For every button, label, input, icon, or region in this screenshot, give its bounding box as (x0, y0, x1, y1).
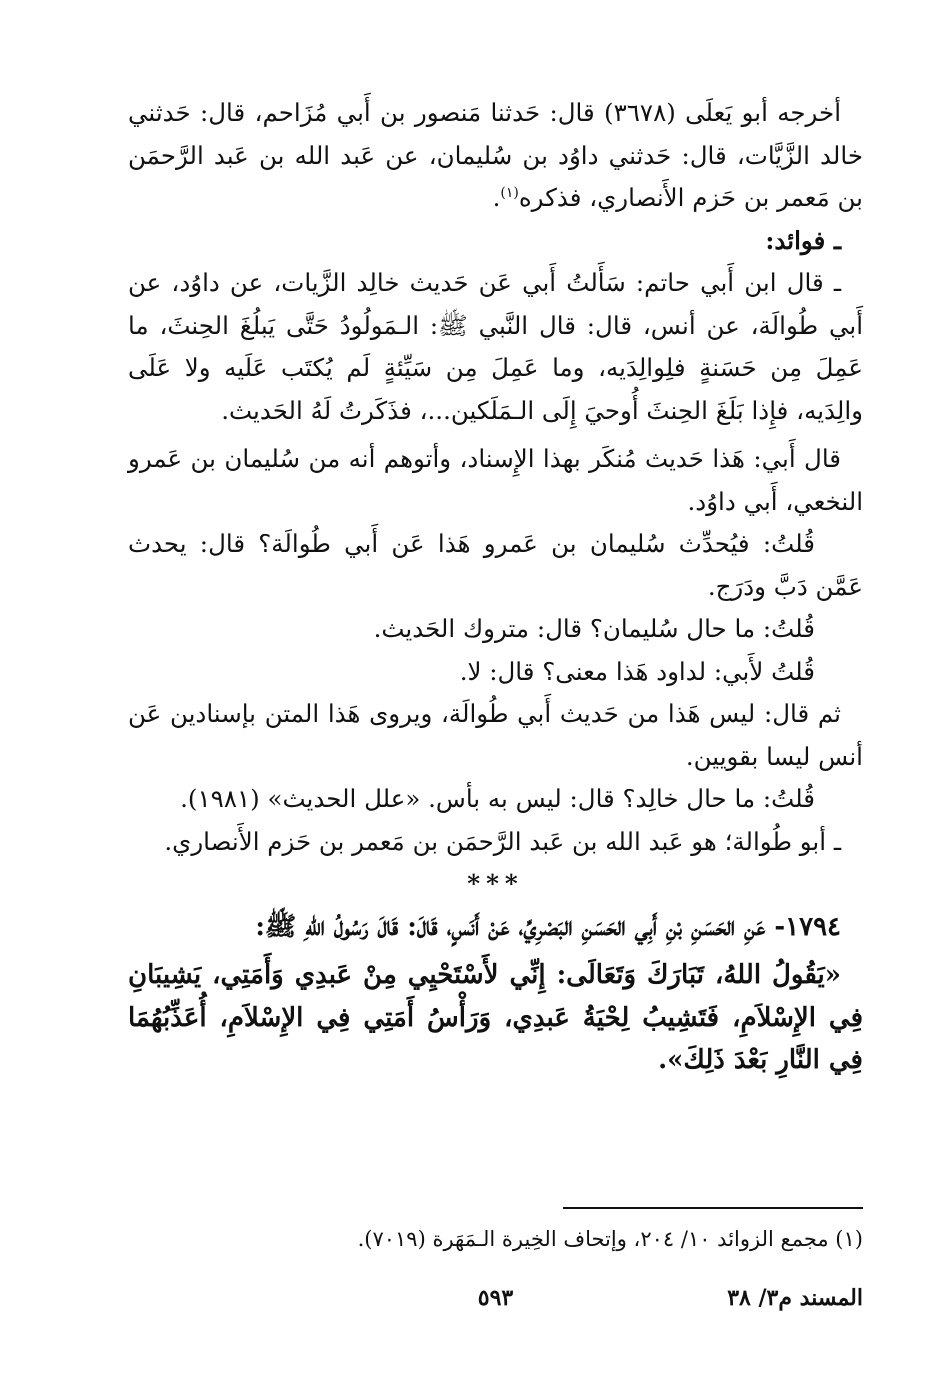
paragraph-abu-tuwala: ـ أبو طُوالة؛ هو عَبد الله بن عَبد الرَّحمَن بن مَعمر بن حَزم الأَنصاري. (164, 826, 841, 856)
takhrij-end: . (492, 183, 501, 212)
section-heading-fawaid: ـ فوائد: (765, 225, 841, 255)
main-text (128, 92, 863, 1082)
paragraph-takhrij (128, 92, 863, 220)
takhrij-text: أخرجه أبو يَعلَى (٣٦٧٨) قال: حَدثنا مَنصور بن أَبي مُزَاحم، قال: حَدثني خالد الزَّيَّات، قال: حَدثني داوُد بن سُليمان، عن عَبد الله بن عَبد الرَّحمَن بن مَعمر بن حَزم الأَنصاري، فذكره (128, 98, 863, 212)
paragraph-question-3: قُلتُ لأَبي: لداود هَذا معنى؟ قال: لا. (459, 656, 815, 686)
paragraph-question-1: قُلتُ: فيُحدِّث سُليمان بن عَمرو هَذا عَن أَبي طُوالَة؟ قال: يحدث عَمَّن دَبَّ ودَرَج. (128, 529, 863, 601)
page-footer (128, 1285, 863, 1325)
paragraph-abi-qal: قال أَبي: هَذا حَديث مُنكَر بهذا الإِسناد، وأتوهم أنه من سُليمان بن عَمرو النخعي، أَبي داوُد. (128, 444, 863, 516)
footnote-divider (563, 1207, 863, 1209)
volume-signature: المسند م٣/ ٣٨ (727, 1285, 863, 1311)
paragraph-thumma-qal: ثم قال: ليس هَذا من حَديث أَبي طُوالَة، ويروى هَذا المتن بإسنادين عَن أنس ليسا بقويين. (128, 699, 863, 771)
paragraph-question-2: قُلتُ: ما حال سُليمان؟ قال: متروك الحَديث. (373, 614, 815, 643)
section-separator: *** (467, 869, 524, 898)
page-number: ٥٩٣ (477, 1285, 514, 1311)
paragraph-question-4: قُلتُ: ما حال خالِد؟ قال: ليس به بأس. «علل الحديث» (١٩٨١). (180, 784, 815, 813)
paragraph-ibn-abi-hatim: ـ قال ابن أَبي حاتم: سَأَلتُ أَبي عَن حَديث خالِد الزَّيات، عن داوُد، عن أَبي طُوالَة، عن أنس، قال: قال النَّبي ﷺ: الـمَولُودُ حَتَّى يَبلُغَ الحِنثَ، ما عَمِلَ مِن حَسَنةٍ فلِوالِدَيه، وما عَمِلَ مِن سَيِّئةٍ لَم يُكتَب عَلَيه ولا عَلَى والِدَيه، فإِذا بَلَغَ الحِنثَ أُوحيَ إِلَى الـمَلَكين...، فذَكَرتُ لَهُ الحَديث. (128, 268, 863, 425)
footnote-ref[interactable]: (١) (500, 184, 519, 201)
hadith-isnad: ١٧٩٤- عَنِ الحَسَنِ بْنِ أَبِي الحَسَنِ البَصْرِيِّ، عَنْ أَنَسٍ، قَالَ: قَالَ رَسُولُ اللهِ ﷺ: (255, 911, 841, 942)
footnote: (١) مجمع الزوائد ١٠/ ٢٠٤، وإتحاف الخِيرة الـمَهَرة (٧٠١٩). (357, 1227, 863, 1251)
hadith-matn: «يَقُولُ اللهُ، تَبَارَكَ وَتَعَالَى: إِنِّي لأَسْتَحْيِي مِنْ عَبدِي وَأَمَتِي، يَشِيبَانِ فِي الإِسْلاَمِ، فَتَشِيبُ لِحْيَةُ عَبدِي، وَرَأْسُ أَمَتِي فِي الإِسْلاَمِ، أُعَذِّبُهُمَا فِي النَّارِ بَعْدَ ذَلِكَ». (128, 960, 863, 1075)
